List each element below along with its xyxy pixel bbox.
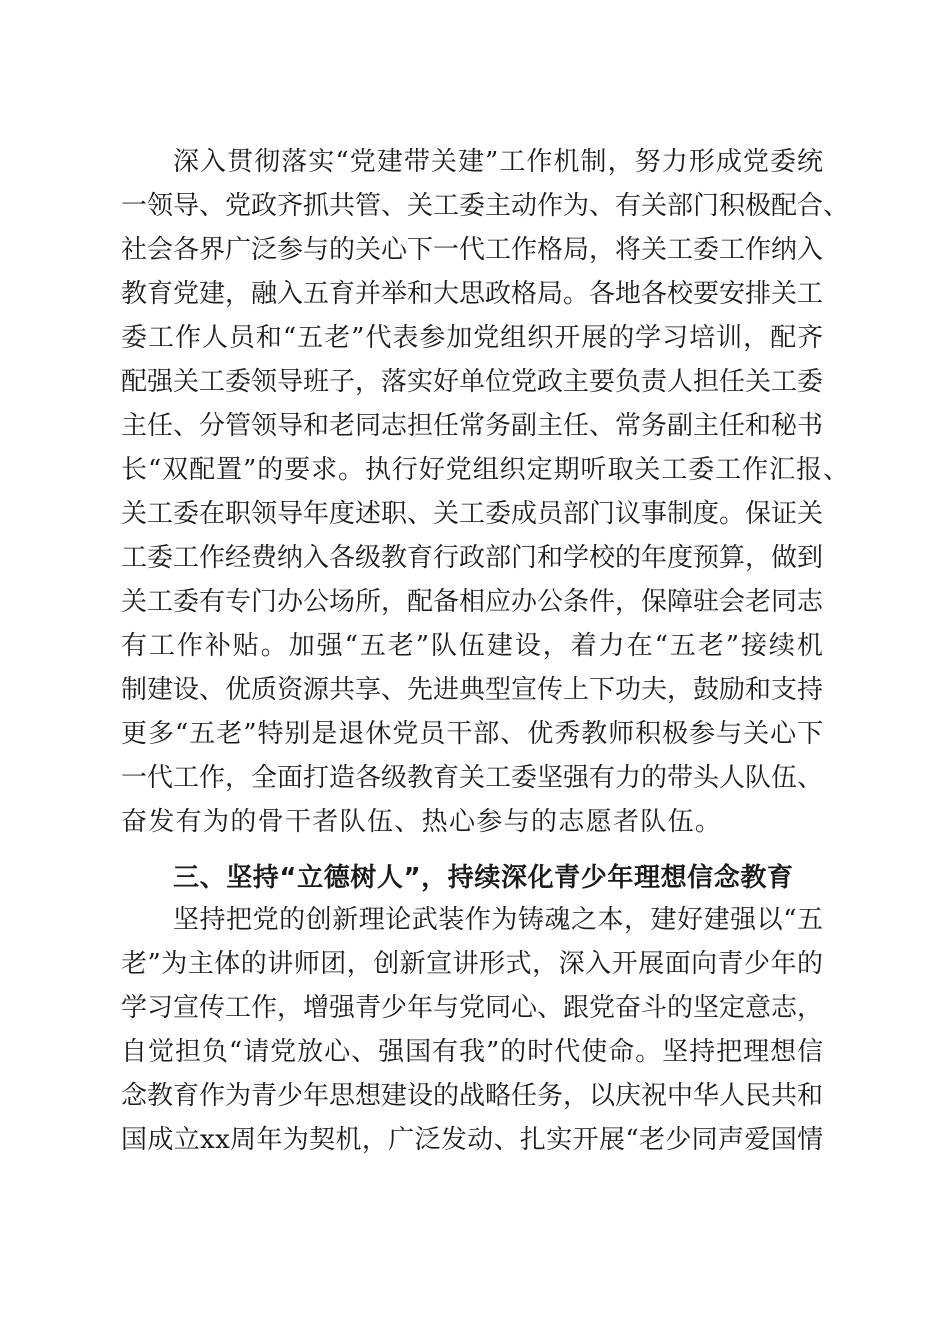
paragraph-1-line: 工委工作经费纳入各级教育行政部门和学校的年度预算，做到	[121, 543, 824, 573]
paragraph-1-line: 关工委有专门办公场所，配备相应办公条件，保障驻会老同志	[121, 587, 824, 617]
paragraph-2-line: 念教育作为青少年思想建设的战略任务，以庆祝中华人民共和	[121, 1081, 824, 1111]
paragraph-2-line: 坚持把党的创新理论武装作为铸魂之本，建好建强以“五	[173, 905, 824, 935]
paragraph-1-line: 长“双配置”的要求。执行好党组织定期听取关工委工作汇报、	[121, 455, 850, 485]
paragraph-1-line: 一领导、党政齐抓共管、关工委主动作为、有关部门积极配合、	[121, 191, 850, 221]
paragraph-1-line: 有工作补贴。加强“五老”队伍建设，着力在“五老”接续机	[121, 631, 825, 661]
section-heading: 三、坚持“立德树人”，持续深化青少年理想信念教育	[173, 863, 794, 893]
paragraph-1-line: 深入贯彻落实“党建带关建”工作机制，努力形成党委统	[173, 147, 825, 177]
paragraph-1-line: 关工委在职领导年度述职、关工委成员部门议事制度。保证关	[121, 499, 824, 529]
paragraph-1-line: 配强关工委领导班子，落实好单位党政主要负责人担任关工委	[121, 367, 824, 397]
paragraph-1-line: 更多“五老”特别是退休党员干部、优秀教师积极参与关心下	[121, 719, 825, 749]
paragraph-2-line: 老”为主体的讲师团，创新宣讲形式，深入开展面向青少年的	[121, 949, 824, 979]
paragraph-1-line: 主任、分管领导和老同志担任常务副主任、常务副主任和秘书	[121, 411, 824, 441]
paragraph-1-line: 委工作人员和“五老”代表参加党组织开展的学习培训，配齐	[121, 323, 825, 353]
paragraph-1-line: 奋发有为的骨干者队伍、热心参与的志愿者队伍。	[121, 807, 723, 837]
paragraph-2-line: 学习宣传工作，增强青少年与党同心、跟党奋斗的坚定意志，	[121, 993, 824, 1023]
paragraph-1-line: 制建设、优质资源共享、先进典型宣传上下功夫，鼓励和支持	[121, 675, 824, 705]
paragraph-2-line: 国成立xx周年为契机，广泛发动、扎实开展“老少同声爱国情	[121, 1125, 824, 1155]
paragraph-1-line: 一代工作，全面打造各级教育关工委坚强有力的带头人队伍、	[121, 763, 824, 793]
paragraph-1-line: 教育党建，融入五育并举和大思政格局。各地各校要安排关工	[121, 279, 824, 309]
paragraph-2-line: 自觉担负“请党放心、强国有我”的时代使命。坚持把理想信	[121, 1037, 825, 1067]
paragraph-1-line: 社会各界广泛参与的关心下一代工作格局，将关工委工作纳入	[121, 235, 824, 265]
